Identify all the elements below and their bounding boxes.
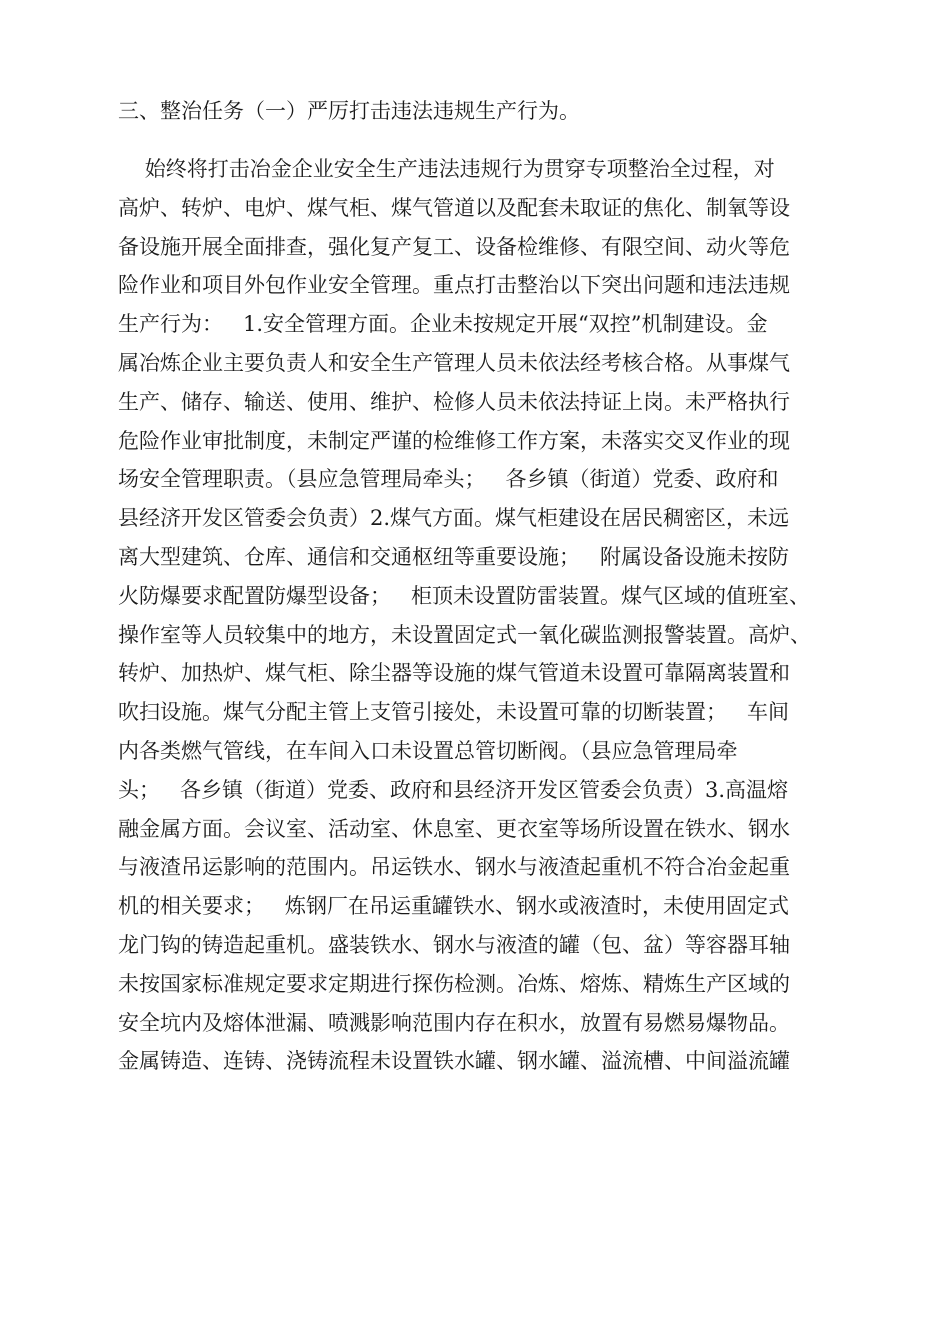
text-line: 融金属方面。会议室、活动室、休息室、更衣室等场所设置在铁水、钢水 (118, 816, 790, 841)
text-line: 备设施开展全面排查，强化复产复工、设备检维修、有限空间、动火等危 (118, 234, 790, 259)
text-line: 高炉、转炉、电炉、煤气柜、煤气管道以及配套未取证的焦化、制氧等设 (118, 195, 790, 220)
text-line: 生产行为： 1.安全管理方面。企业未按规定开展“双控”机制建设。金 (118, 312, 768, 337)
text-line: 吹扫设施。煤气分配主管上支管引接处，未设置可靠的切断装置； 车间 (118, 700, 790, 725)
text-line: 火防爆要求配置防爆型设备； 柜顶未设置防雷装置。煤气区域的值班室、 (118, 583, 811, 608)
text-line: 内各类燃气管线，在车间入口未设置总管切断阀。（县应急管理局牵 (118, 738, 738, 763)
text-line: 危险作业审批制度，未制定严谨的检维修工作方案，未落实交叉作业的现 (118, 428, 790, 453)
text-line: 始终将打击冶金企业安全生产违法违规行为贯穿专项整治全过程，对 (118, 157, 775, 181)
section-heading: 三、整治任务（一）严厉打击违法违规生产行为。 (118, 99, 580, 123)
text-line: 与液渣吊运影响的范围内。吊运铁水、钢水与液渣起重机不符合冶金起重 (118, 855, 790, 880)
text-line: 操作室等人员较集中的地方，未设置固定式一氧化碳监测报警装置。高炉、 (118, 622, 811, 647)
text-line: 金属铸造、连铸、浇铸流程未设置铁水罐、钢水罐、溢流槽、中间溢流罐 (118, 1049, 790, 1074)
body-paragraph (118, 150, 838, 1081)
text-line: 县经济开发区管委会负责）2.煤气方面。煤气柜建设在居民稠密区，未远 (118, 506, 790, 531)
text-line: 场安全管理职责。（县应急管理局牵头； 各乡镇（街道）党委、政府和 (118, 467, 779, 492)
text-line: 机的相关要求； 炼钢厂在吊运重罐铁水、钢水或液渣时，未使用固定式 (118, 894, 790, 919)
text-line: 属冶炼企业主要负责人和安全生产管理人员未依法经考核合格。从事煤气 (118, 350, 790, 375)
text-line: 离大型建筑、仓库、通信和交通枢纽等重要设施； 附属设备设施未按防 (118, 544, 790, 569)
text-line: 险作业和项目外包作业安全管理。重点打击整治以下突出问题和违法违规 (118, 273, 790, 298)
text-line: 转炉、加热炉、煤气柜、除尘器等设施的煤气管道未设置可靠隔离装置和 (118, 661, 790, 686)
text-line: 生产、储存、输送、使用、维护、检修人员未依法持证上岗。未严格执行 (118, 389, 790, 414)
text-line: 安全坑内及熔体泄漏、喷溅影响范围内存在积水，放置有易燃易爆物品。 (118, 1010, 790, 1035)
text-line: 龙门钩的铸造起重机。盛装铁水、钢水与液渣的罐（包、盆）等容器耳轴 (118, 932, 790, 957)
text-line: 头； 各乡镇（街道）党委、政府和县经济开发区管委会负责）3.高温熔 (118, 777, 789, 802)
text-line: 未按国家标准规定要求定期进行探伤检测。冶炼、熔炼、精炼生产区域的 (118, 971, 790, 996)
